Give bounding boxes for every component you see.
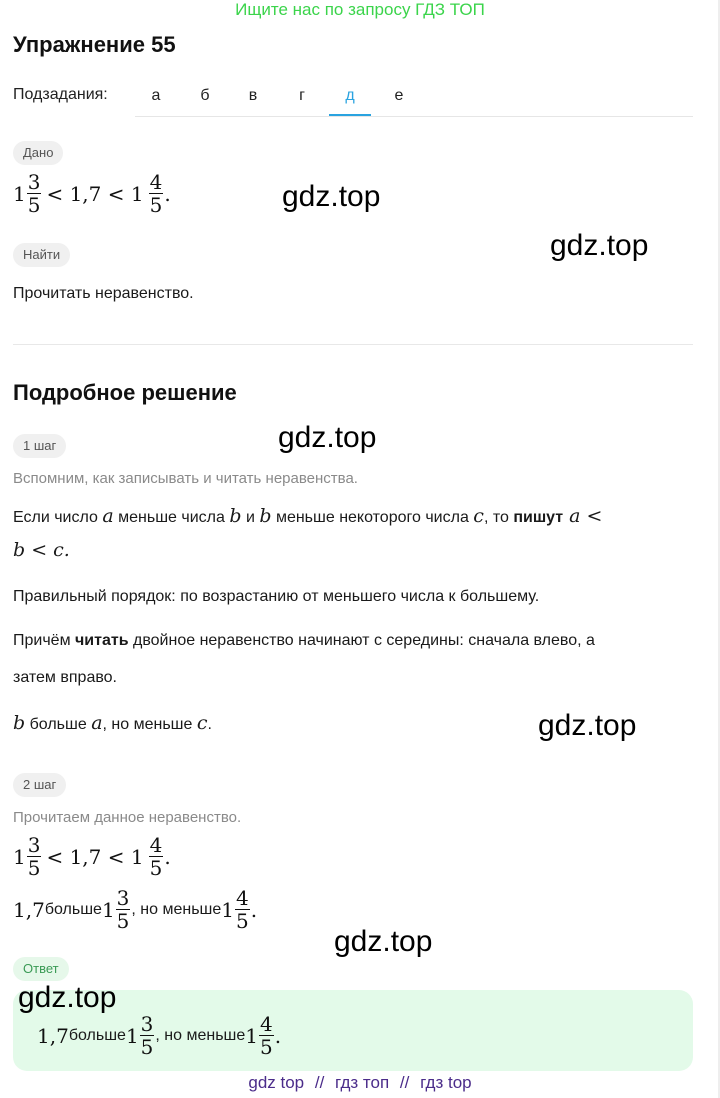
tab-e[interactable]: е — [394, 87, 404, 104]
divider — [13, 344, 693, 345]
footer-links — [0, 1073, 720, 1093]
fraction: $\frac{3}{5}$ — [140, 1012, 154, 1059]
step2-intro: Прочитаем данное неравенство. — [13, 809, 242, 826]
tab-g[interactable]: г — [299, 87, 305, 104]
footer-link-gdz-top-mixed[interactable]: гдз top — [420, 1073, 472, 1092]
step1-paragraph-3-cont: затем вправо. — [13, 669, 117, 686]
search-banner: Ищите нас по запросу ГДЗ ТОП — [235, 0, 485, 19]
answer-reading: 1,7 больше 1 $\frac{3}{5}$ , но меньше 1 $\frac{4}{5}$ . — [37, 1012, 282, 1059]
step2-reading: 1,7 больше 1 $\frac{3}{5}$ , но меньше 1 $\frac{4}{5}$ . — [13, 886, 258, 933]
watermark: gdz.top — [538, 709, 637, 742]
tab-d-active[interactable]: д — [329, 78, 371, 116]
watermark: gdz.top — [282, 180, 381, 213]
fraction: $\frac{3}{5}$ — [116, 886, 130, 933]
answer-chip: Ответ — [13, 957, 69, 981]
given-inequality: 1 $\frac{3}{5}$ < 1,7 < 1 $\frac{4}{5}$ . — [13, 170, 171, 217]
footer-separator: // — [399, 1073, 410, 1092]
step1-intro: Вспомним, как записывать и читать неравенства. — [13, 470, 358, 487]
step2-chip: 2 шаг — [13, 773, 66, 797]
fraction: $\frac{4}{5}$ — [236, 886, 249, 933]
watermark: gdz.top — [550, 229, 649, 262]
subtasks-label: Подзадания: — [13, 86, 108, 103]
find-text: Прочитать неравенство. — [13, 285, 194, 302]
step1-paragraph-3: Причём читать двойное неравенство начинают с середины: сначала влево, а — [13, 632, 595, 649]
fraction: $\frac{4}{5}$ — [149, 833, 163, 880]
watermark: gdz.top — [18, 981, 117, 1014]
given-chip: Дано — [13, 141, 63, 165]
watermark: gdz.top — [278, 421, 377, 454]
fraction: $\frac{3}{5}$ — [27, 170, 41, 217]
fraction: $\frac{4}{5}$ — [260, 1012, 273, 1059]
footer-separator: // — [314, 1073, 325, 1092]
subtask-tabs — [135, 78, 693, 117]
step2-inequality: 1 $\frac{3}{5}$ < 1,7 < 1 $\frac{4}{5}$ . — [13, 833, 171, 880]
tab-v[interactable]: в — [248, 87, 258, 104]
step1-paragraph-1: Если число a меньше числа b и b меньше некоторого числа c, то пишут a < — [13, 505, 603, 527]
footer-link-gdz-top-ru[interactable]: гдз топ — [335, 1073, 390, 1092]
solution-title: Подробное решение — [13, 380, 237, 405]
find-chip: Найти — [13, 243, 70, 267]
page-title: Упражнение 55 — [13, 32, 176, 57]
step1-chip: 1 шаг — [13, 434, 66, 458]
step1-paragraph-1-cont: b < c. — [13, 539, 70, 561]
watermark: gdz.top — [334, 925, 433, 958]
tab-b[interactable]: б — [200, 87, 210, 104]
step1-paragraph-2: Правильный порядок: по возрастанию от меньшего числа к большему. — [13, 588, 540, 605]
footer-link-gdz-top[interactable]: gdz top — [248, 1073, 305, 1092]
fraction: $\frac{4}{5}$ — [149, 170, 163, 217]
step1-paragraph-4: b больше a, но меньше c. — [13, 712, 212, 734]
fraction: $\frac{3}{5}$ — [27, 833, 41, 880]
tab-a[interactable]: а — [151, 87, 161, 104]
